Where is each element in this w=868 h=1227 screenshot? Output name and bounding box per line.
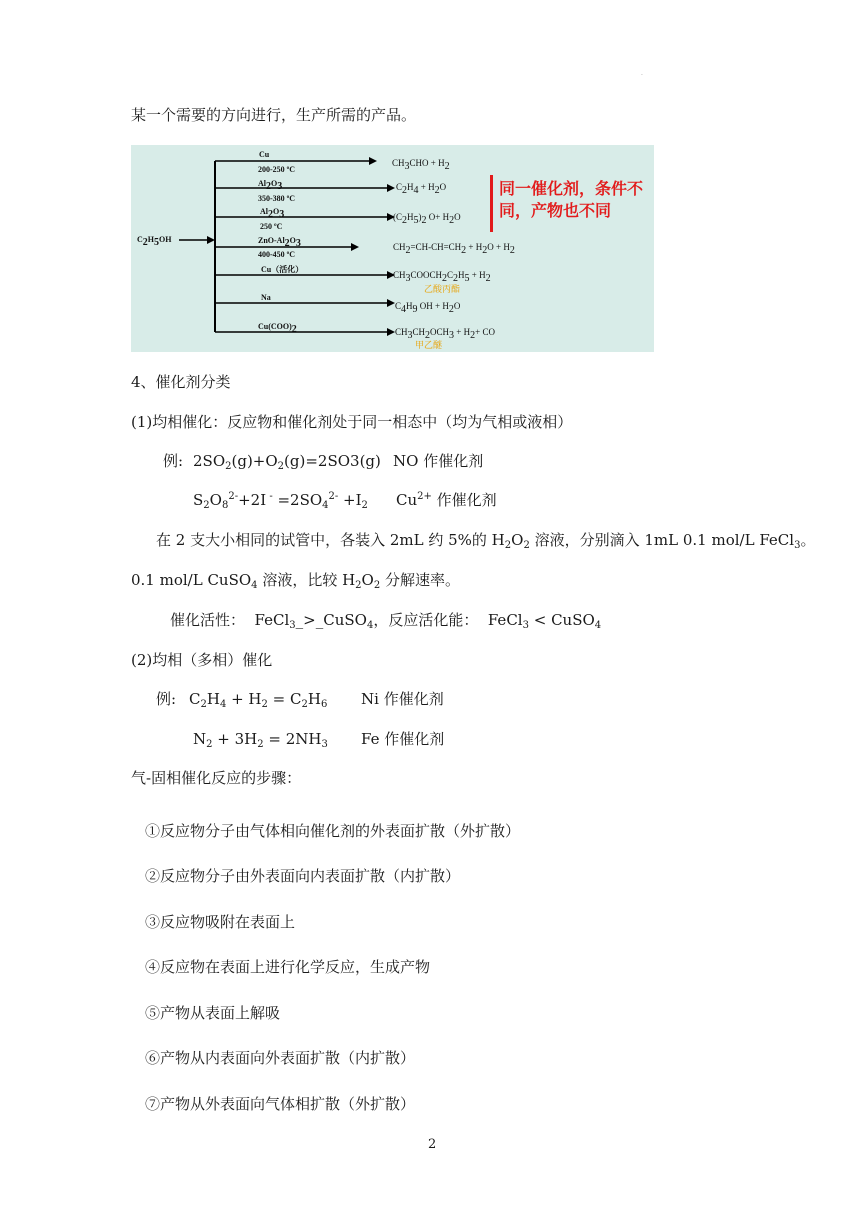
heterogeneous-heading: (2)均相（多相）催化 xyxy=(131,651,273,669)
catalyst-label: ZnO-$Al_2O_3$ xyxy=(258,236,301,249)
homogeneous-heading: (1)均相催化：反应物和催化剂处于同一相态中（均为气相或液相） xyxy=(131,413,573,431)
product-label: $C_2H_4 + H_2O$ xyxy=(396,182,447,196)
reactant-label: $C_2H_5OH$ xyxy=(137,235,172,248)
intro-text: 某一个需要的方向进行，生产所需的产品。 xyxy=(131,106,417,124)
condition-label: 200-250 ºC xyxy=(258,165,296,174)
step-item: ⑥产物从内表面向外表面扩散（内扩散） xyxy=(145,1049,416,1067)
step-item: ⑦产物从外表面向气体相扩散（外扩散） xyxy=(145,1095,416,1113)
example-label: 例: xyxy=(156,690,177,708)
activity-comparison: 催化活性： FeCl$_3$_>_CuSO$_4$，反应活化能： FeCl$_3$ < CuSO$_4$ xyxy=(170,611,602,631)
product-label: $CH_2=CH-CH=CH_2 + H_2O + H_2$ xyxy=(393,242,515,256)
example-label: 例: xyxy=(163,452,184,470)
catalyst-label: $Al_2O_3$ xyxy=(260,207,285,220)
product-label: $(C_2H_5)_2$ $O+ H_2O$ xyxy=(393,212,461,226)
experiment-text: 0.1 mol/L CuSO$_4$ 溶液，比较 $H_2O_2$ 分解速率。 xyxy=(131,571,461,591)
catalyst-label: $Al_2O_3$ xyxy=(258,179,283,192)
experiment-text: 在 2 支大小相同的试管中，各装入 2mL 约 5%的 $H_2O_2$ 溶液，分别滴入 1mL 0.1 mol/L FeCl$_3$。 xyxy=(156,531,816,551)
product-label: $CH_3CH_2OCH_3 + H_2+$ CO xyxy=(395,327,495,341)
step-item: ⑤产物从表面上解吸 xyxy=(145,1004,281,1022)
equation-catalyst: NO 作催化剂 xyxy=(393,452,484,470)
product-name-note: 甲乙醚 xyxy=(415,341,443,351)
condition-label: 400-450 ºC xyxy=(258,250,296,259)
product-label: $CH_3COOCH_2C_2H_5 + H_2$ xyxy=(393,270,491,284)
callout-bar xyxy=(490,175,493,232)
step-item: ④反应物在表面上进行化学反应，生成产物 xyxy=(145,958,431,976)
page-mark: · xyxy=(641,72,643,79)
step-item: ③反应物吸附在表面上 xyxy=(145,913,296,931)
equation-catalyst: $Cu^{2+}$ 作催化剂 xyxy=(396,491,497,509)
product-label: $CH_3CHO + H_2$ xyxy=(392,158,450,172)
equation: $2SO_2(g)+O_2(g)=2SO3(g)$ xyxy=(193,452,381,472)
step-item: ①反应物分子由气体相向催化剂的外表面扩散（外扩散） xyxy=(145,822,521,840)
equation: $N_2 + 3H_2 = 2NH_3$ xyxy=(193,730,328,750)
step-item: ②反应物分子由外表面向内表面扩散（内扩散） xyxy=(145,867,461,885)
page-number: 2 xyxy=(428,1137,437,1152)
catalyst-label: $Cu(COO)_2$ xyxy=(258,322,297,335)
condition-label: 350-380 ºC xyxy=(258,194,296,203)
equation: $S_2O_8^{2-}+2I$ $^- =2SO_4^{2-} +I_2$ xyxy=(193,491,368,511)
callout-text: 同一催化剂，条件不同，产物也不同 xyxy=(499,179,644,220)
catalyst-label: Cu（活化） xyxy=(261,265,304,274)
catalyst-label: Cu xyxy=(259,150,270,159)
equation: $C_2H_4 + H_2 = C_2H_6$ xyxy=(189,690,328,710)
catalyst-label: Na xyxy=(261,293,271,302)
condition-label: 250 ºC xyxy=(260,222,283,231)
steps-title: 气-固相催化反应的步骤： xyxy=(131,769,302,787)
equation-catalyst: Fe 作催化剂 xyxy=(361,730,445,748)
ethanol-reaction-diagram xyxy=(131,145,654,352)
section-heading: 4、催化剂分类 xyxy=(131,373,231,391)
product-name-note: 乙酸丙酯 xyxy=(424,285,461,295)
equation-catalyst: Ni 作催化剂 xyxy=(361,690,444,708)
product-label: $C_4H_9$ OH + $H_2O$ xyxy=(395,301,461,315)
